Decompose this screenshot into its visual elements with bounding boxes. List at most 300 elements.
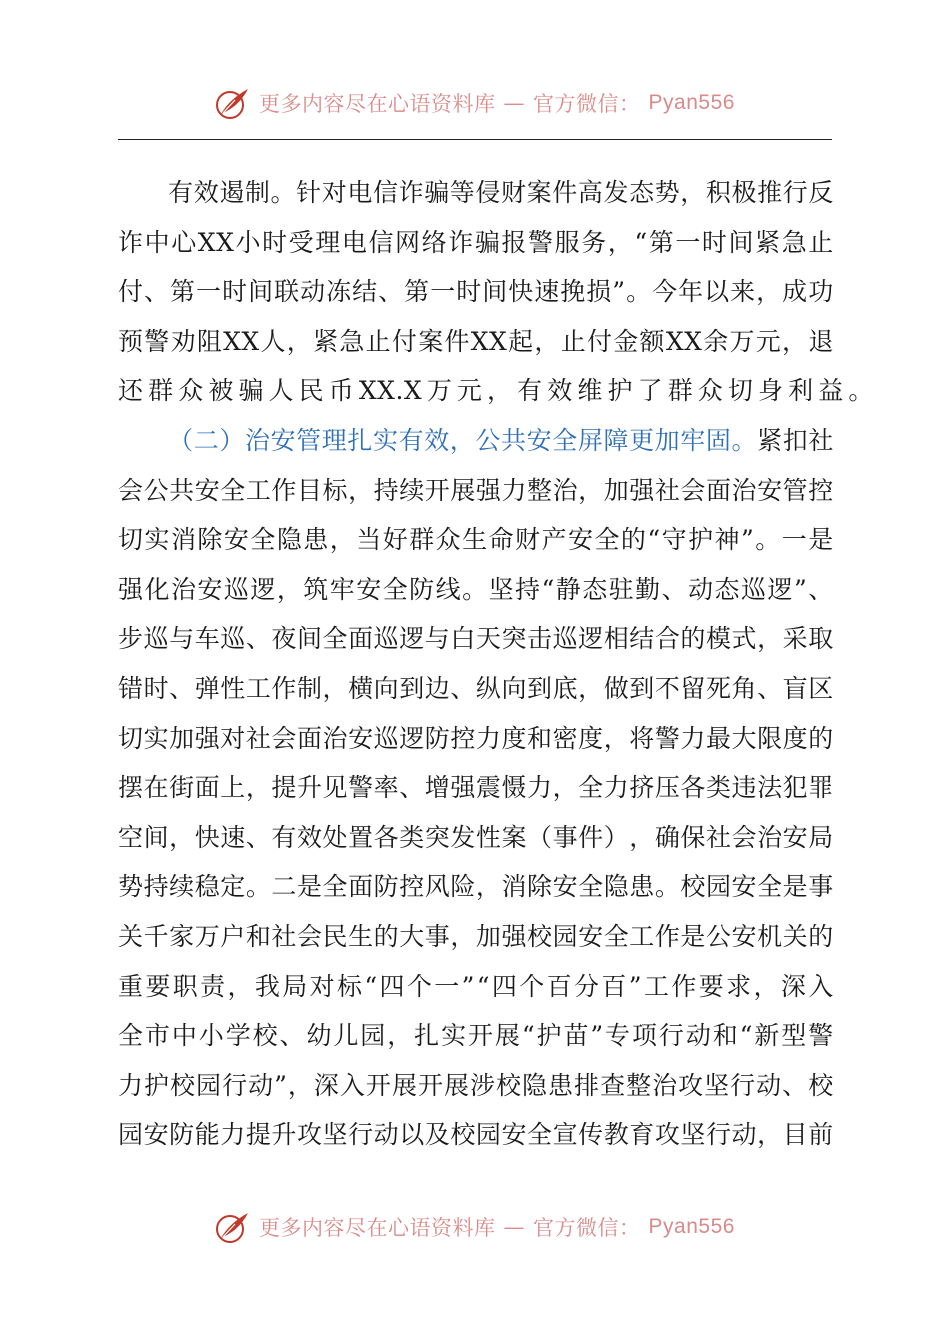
text-char: 、 — [808, 574, 834, 604]
text-char: 将 — [629, 723, 655, 753]
text-char: ， — [387, 1021, 413, 1051]
text-char: 共 — [169, 475, 195, 505]
text-char: 有 — [271, 822, 297, 852]
text-char: 前 — [808, 1120, 834, 1150]
text-char: “ — [364, 971, 378, 1001]
text-char: 到 — [629, 673, 655, 703]
header-dash: — — [503, 91, 526, 115]
document-body — [118, 168, 874, 1160]
text-line — [118, 168, 834, 218]
text-char: 作 — [271, 475, 297, 505]
text-char: 电 — [341, 227, 368, 257]
text-char: 加 — [475, 921, 502, 951]
text-char: 专 — [605, 1021, 631, 1051]
text-char: 关 — [782, 921, 809, 951]
text-char: 额 — [639, 326, 666, 356]
text-char: 空 — [118, 822, 144, 852]
text-char: 整 — [626, 1070, 652, 1100]
text-char: 电 — [347, 178, 373, 207]
text-char: 稳 — [194, 872, 221, 902]
text-char: 局 — [808, 822, 834, 852]
text-char: 度 — [578, 723, 604, 753]
text-char: 机 — [757, 921, 783, 951]
text-char: 攻 — [296, 1120, 323, 1150]
indent — [118, 416, 168, 466]
text-char: ， — [245, 773, 272, 803]
text-char: 、 — [378, 277, 404, 307]
text-char: 信 — [372, 178, 399, 207]
text-char: 生 — [348, 921, 374, 951]
text-char: 件 — [444, 326, 470, 356]
text-char: 间 — [296, 624, 323, 654]
text-char: 筑 — [303, 574, 329, 604]
text-char: 校 — [808, 1070, 834, 1100]
text-char: 等 — [449, 178, 476, 207]
text-char: 巡 — [220, 624, 246, 654]
text-char: 作 — [654, 921, 681, 951]
text-char: 采 — [782, 624, 809, 654]
text-char: 被 — [208, 376, 234, 406]
text-char: 攻 — [654, 1120, 681, 1150]
text-char: 、 — [782, 1070, 808, 1100]
text-char: 时 — [262, 227, 288, 257]
text-char: 强 — [475, 475, 502, 505]
text-char: 标 — [337, 971, 363, 1001]
text-char: 动 — [688, 574, 714, 604]
text-char: ） — [603, 822, 630, 852]
text-char: 快 — [508, 277, 534, 307]
text-char: 模 — [705, 624, 732, 654]
text-char: 起 — [508, 326, 534, 356]
text-char: 与 — [424, 624, 451, 654]
text-char: 边 — [424, 673, 451, 703]
text-char: 做 — [603, 673, 630, 703]
text-char: 巡 — [223, 574, 250, 604]
text-char: 、 — [450, 673, 476, 703]
text-char: 患 — [548, 1070, 574, 1100]
text-char: 突 — [424, 822, 451, 852]
text-char: ， — [287, 1070, 314, 1100]
text-char: 强 — [118, 574, 144, 604]
text-char: 极 — [731, 178, 758, 207]
text-char: 除 — [197, 525, 223, 555]
text-char: 查 — [600, 1070, 626, 1100]
text-char: 力 — [220, 1120, 246, 1150]
text-char: 确 — [654, 822, 681, 852]
text-char: 警 — [808, 1021, 834, 1051]
header-wechat-label: 官方微信： — [533, 92, 641, 116]
text-char: 、 — [661, 574, 688, 604]
text-char: 工 — [245, 475, 272, 505]
text-char: 一 — [430, 277, 456, 307]
text-line — [118, 664, 834, 714]
text-char: 生 — [462, 525, 488, 555]
text-char: 受 — [288, 227, 315, 257]
text-char: ” — [461, 971, 475, 1001]
text-char: 逻 — [578, 624, 604, 654]
text-char: 公 — [143, 475, 170, 505]
heading-char: 扎 — [347, 425, 373, 455]
text-char: 紧 — [757, 425, 783, 455]
text-char: ， — [680, 178, 706, 207]
text-char: 治 — [322, 723, 349, 753]
text-char: ， — [607, 227, 634, 257]
text-char: 逻 — [767, 574, 793, 604]
text-char: 园 — [118, 1120, 144, 1150]
text-char: 反 — [808, 178, 834, 207]
text-char: 患 — [303, 525, 329, 555]
text-char: ， — [603, 723, 630, 753]
text-char: ” — [741, 525, 755, 555]
text-char: 巡 — [143, 624, 170, 654]
text-char: 制 — [296, 673, 323, 703]
text-char: 网 — [395, 227, 421, 257]
text-char: 第 — [648, 227, 675, 257]
text-char: 发 — [603, 178, 629, 207]
text-char: 展 — [391, 1070, 418, 1100]
text-char: 以 — [704, 277, 730, 307]
text-char: ， — [475, 872, 502, 902]
text-char: 向 — [501, 673, 527, 703]
text-char: 金 — [613, 326, 639, 356]
text-char: 元 — [755, 326, 782, 356]
text-char: 育 — [629, 1120, 655, 1150]
quill-logo-icon — [215, 86, 251, 120]
text-char: 是 — [808, 525, 834, 555]
text-char: 校 — [527, 921, 553, 951]
text-char: 、 — [279, 1021, 306, 1051]
text-char: 护 — [688, 525, 714, 555]
text-char: 的 — [620, 525, 647, 555]
heading-char: 安 — [526, 425, 553, 455]
heading-char: 实 — [372, 425, 399, 455]
text-char: 安 — [194, 475, 221, 505]
text-char: 摆 — [118, 773, 144, 803]
text-char: 保 — [680, 822, 706, 852]
text-char: XX.X — [358, 376, 423, 406]
text-char: 有 — [168, 178, 194, 207]
text-char: 加 — [169, 723, 195, 753]
text-char: 元 — [456, 376, 483, 406]
text-char: 隐 — [276, 525, 303, 555]
text-char: 不 — [654, 673, 681, 703]
text-char: 速 — [534, 277, 560, 307]
text-char: 财 — [515, 525, 541, 555]
text-char: 开 — [365, 1070, 392, 1100]
text-char: 护 — [144, 1070, 170, 1100]
text-char: 。 — [848, 376, 874, 406]
text-char: 白 — [450, 624, 476, 654]
text-char: 防 — [373, 872, 400, 902]
text-char: 见 — [322, 773, 349, 803]
text-char: 全 — [382, 574, 409, 604]
text-char: 会 — [731, 822, 758, 852]
text-char: 紧 — [313, 326, 339, 356]
heading-char: 障 — [603, 425, 629, 455]
text-char: 开 — [417, 1070, 444, 1100]
footer-banner — [0, 1210, 950, 1244]
text-char: 心 — [171, 227, 197, 257]
text-char: 。 — [755, 525, 781, 555]
text-char: 全 — [322, 624, 349, 654]
text-char: 校 — [170, 1070, 196, 1100]
text-char: 持 — [143, 872, 170, 902]
heading-char: 。 — [731, 425, 758, 455]
text-char: 社 — [705, 822, 732, 852]
text-char: 会 — [296, 921, 323, 951]
text-char: 对 — [321, 178, 348, 207]
text-line — [118, 466, 834, 516]
text-char: 园 — [475, 1120, 502, 1150]
text-char: 分 — [574, 971, 600, 1001]
text-char: 整 — [527, 475, 553, 505]
text-char: 展 — [494, 1021, 521, 1051]
text-char: 行 — [658, 1021, 685, 1051]
text-char: 提 — [245, 1120, 272, 1150]
text-char: 击 — [527, 624, 553, 654]
text-char: 学 — [225, 1021, 252, 1051]
text-char: 、 — [245, 624, 272, 654]
text-char: 及 — [424, 1120, 451, 1150]
text-char: 实 — [144, 525, 170, 555]
text-char: 安 — [356, 574, 382, 604]
text-char: ， — [534, 326, 560, 356]
text-char: 传 — [578, 1120, 604, 1150]
text-char: 园 — [705, 872, 732, 902]
text-line — [118, 1011, 834, 1061]
heading-char: 牢 — [680, 425, 706, 455]
text-char: 市 — [144, 1021, 171, 1051]
text-char: 以 — [399, 1120, 425, 1150]
text-char: 好 — [382, 525, 409, 555]
text-char: 一 — [196, 277, 222, 307]
text-char: XX — [197, 227, 235, 257]
text-char: 快 — [194, 822, 221, 852]
text-char: 联 — [274, 277, 300, 307]
text-char: 制 — [244, 178, 271, 207]
text-char: 强 — [501, 921, 527, 951]
text-char: 有 — [517, 376, 543, 406]
text-char: 园 — [360, 1021, 386, 1051]
text-char: 率 — [373, 773, 400, 803]
text-char: 类 — [705, 773, 732, 803]
text-char: 是 — [782, 872, 809, 902]
text-char: 服 — [554, 227, 581, 257]
text-char: 校 — [496, 1070, 522, 1100]
text-char: ， — [276, 574, 303, 604]
text-char: 型 — [781, 1021, 807, 1051]
text-char: 我 — [254, 971, 281, 1001]
text-char: 隐 — [522, 1070, 548, 1100]
text-char: 护 — [607, 376, 633, 406]
text-char: 防 — [169, 1120, 195, 1150]
text-char: 取 — [808, 624, 834, 654]
text-char: 开 — [467, 1021, 494, 1051]
text-char: 止 — [365, 326, 392, 356]
text-char: 关 — [118, 921, 144, 951]
text-char: 年 — [678, 277, 704, 307]
text-char: 势 — [654, 178, 681, 207]
text-char: 社 — [654, 475, 681, 505]
text-char: 。 — [270, 178, 297, 207]
text-char: ， — [578, 673, 604, 703]
text-char: 开 — [424, 475, 451, 505]
text-char: 坚 — [488, 574, 515, 604]
text-char: 安 — [731, 921, 758, 951]
text-char: 止 — [808, 227, 834, 257]
text-char: 工 — [629, 921, 655, 951]
text-char: 向 — [373, 673, 400, 703]
text-char: 密 — [552, 723, 579, 753]
text-char: ， — [227, 971, 254, 1001]
text-char: 宣 — [552, 1120, 579, 1150]
text-char: 间 — [248, 277, 274, 307]
text-char: 了 — [637, 376, 664, 406]
text-char: 止 — [560, 326, 587, 356]
text-char: 发 — [450, 822, 476, 852]
heading-char: 更 — [629, 425, 655, 455]
text-char: 币 — [328, 376, 355, 406]
text-char: 态 — [629, 178, 655, 207]
text-char: 全 — [322, 872, 349, 902]
text-char: 行 — [705, 1120, 732, 1150]
text-char: 公 — [705, 921, 732, 951]
text-char: 行 — [730, 1070, 756, 1100]
text-char: 四 — [379, 971, 406, 1001]
text-char: 警 — [528, 227, 554, 257]
text-char: 千 — [143, 921, 170, 951]
text-char: 高 — [577, 178, 604, 207]
text-char: 社 — [808, 425, 834, 455]
text-char: ， — [757, 624, 783, 654]
text-char: 园 — [196, 1070, 222, 1100]
text-char: 各 — [373, 822, 400, 852]
text-char: 、 — [144, 277, 170, 307]
text-char: 和 — [527, 723, 553, 753]
text-char: 间 — [728, 227, 755, 257]
text-char: 力 — [118, 1070, 144, 1100]
text-char: 坚 — [704, 1070, 730, 1100]
text-char: 步 — [118, 624, 144, 654]
text-char: 预 — [118, 326, 144, 356]
text-char: 勤 — [635, 574, 661, 604]
text-char: 面 — [348, 624, 374, 654]
text-char: 坚 — [680, 1120, 706, 1150]
text-char: 安 — [552, 872, 579, 902]
text-char: 付 — [118, 277, 144, 307]
text-char: 面 — [705, 475, 732, 505]
text-char: 余 — [703, 326, 729, 356]
text-char: 结 — [352, 277, 378, 307]
heading-char: 安 — [270, 425, 297, 455]
text-char: 全 — [757, 872, 783, 902]
text-char: 切 — [727, 376, 754, 406]
text-char: 众 — [178, 376, 204, 406]
footer-dash: — — [503, 1215, 526, 1239]
text-char: 安 — [348, 723, 374, 753]
text-char: 治 — [757, 822, 783, 852]
text-char: 力 — [475, 723, 502, 753]
text-char: 。 — [462, 574, 488, 604]
text-char: 化 — [144, 574, 170, 604]
text-char: 挤 — [629, 773, 655, 803]
text-char: 效 — [193, 178, 220, 207]
text-char: 幼 — [306, 1021, 332, 1051]
heading-char: 屏 — [577, 425, 604, 455]
text-char: 势 — [118, 872, 144, 902]
heading-char: 二 — [193, 425, 220, 455]
text-char: 能 — [194, 1120, 221, 1150]
text-char: 动 — [248, 1070, 274, 1100]
text-char: 全 — [603, 921, 630, 951]
text-char: 大 — [731, 723, 758, 753]
text-char: 加 — [603, 475, 630, 505]
text-line — [118, 515, 834, 565]
text-char: 全 — [578, 773, 604, 803]
text-char: 动 — [685, 1021, 712, 1051]
text-char: “ — [634, 227, 648, 257]
text-char: 间 — [482, 277, 508, 307]
text-char: 事 — [552, 822, 579, 852]
text-char: 面 — [296, 723, 323, 753]
text-char: 案 — [418, 326, 444, 356]
text-char: 。 — [654, 872, 681, 902]
text-char: 防 — [424, 723, 451, 753]
heading-char: 固 — [705, 425, 732, 455]
text-char: 置 — [348, 822, 374, 852]
text-char: 工 — [643, 971, 670, 1001]
text-char: 百 — [546, 971, 573, 1001]
text-char: 积 — [705, 178, 732, 207]
text-char: 。 — [626, 277, 652, 307]
text-char: 展 — [450, 475, 476, 505]
text-char: 全 — [578, 872, 604, 902]
text-char: 命 — [488, 525, 515, 555]
heading-char: 共 — [501, 425, 527, 455]
text-char: ” — [590, 1021, 604, 1051]
heading-char: （ — [168, 425, 194, 455]
text-char: 面 — [194, 773, 221, 803]
text-char: 校 — [680, 872, 706, 902]
text-char: 责 — [200, 971, 226, 1001]
text-char: 群 — [667, 376, 694, 406]
text-char: 个 — [519, 971, 545, 1001]
text-char: “ — [541, 574, 555, 604]
text-char: 增 — [424, 773, 451, 803]
text-char: 是 — [680, 921, 706, 951]
text-char: 犯 — [782, 773, 809, 803]
text-char: 络 — [421, 227, 448, 257]
text-char: 全 — [594, 525, 620, 555]
text-char: 留 — [680, 673, 706, 703]
text-char: 盲 — [782, 673, 809, 703]
text-char: 死 — [705, 673, 732, 703]
text-char: 横 — [348, 673, 374, 703]
text-char: 度 — [782, 723, 809, 753]
text-char: 局 — [282, 971, 308, 1001]
text-char: 苗 — [563, 1021, 589, 1051]
text-char: 民 — [298, 376, 325, 406]
text-char: 财 — [501, 178, 527, 207]
text-char: ， — [322, 673, 349, 703]
text-char: 隐 — [603, 872, 630, 902]
text-line — [118, 267, 834, 317]
text-char: ， — [756, 277, 782, 307]
text-char: 动 — [373, 1120, 400, 1150]
text-char: 静 — [555, 574, 582, 604]
text-char: 的 — [680, 624, 706, 654]
text-char: 事 — [808, 872, 834, 902]
